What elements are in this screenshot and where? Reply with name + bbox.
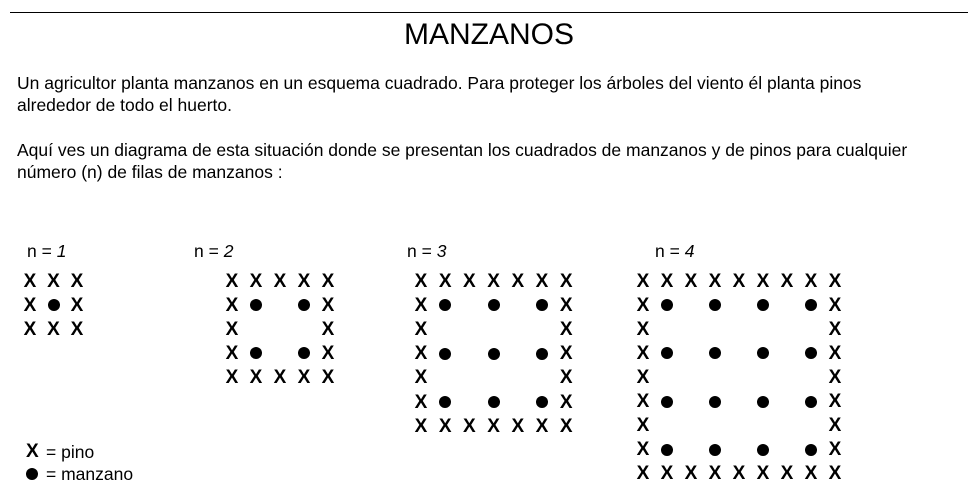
pine-mark: X (559, 367, 573, 389)
pine-mark: X (414, 391, 428, 413)
apple-tree-dot (799, 390, 823, 414)
pine-mark: X (828, 366, 842, 388)
pine-mark: X (487, 415, 500, 437)
pine-mark: X (559, 343, 573, 365)
pine-mark: X (511, 270, 525, 292)
pine-mark: X (804, 463, 818, 485)
pine-mark: X (684, 463, 698, 485)
pine-mark: X (559, 415, 573, 437)
intro-paragraph: Un agricultor planta manzanos en un esquema cuadrado. Para proteger los árboles del viento él planta pinos alrededor de todo el huerto. (17, 73, 862, 115)
pine-mark: X (414, 343, 428, 365)
legend-pine-text: pino (61, 442, 95, 462)
legend-apple (26, 463, 133, 485)
pine-mark: X (559, 391, 573, 413)
pine-mark: X (47, 318, 60, 340)
pine-mark: X (828, 391, 842, 412)
pine-mark: X (463, 415, 476, 437)
pine-mark: X (273, 270, 287, 292)
pine-mark: X (828, 270, 842, 292)
pine-mark: X (660, 463, 674, 485)
pine-mark: X (559, 270, 573, 292)
apple-tree-dot (530, 293, 554, 317)
pine-symbol: X (26, 441, 39, 462)
pine-mark: X (414, 415, 428, 437)
pine-mark: X (23, 318, 37, 340)
apple-tree-dot (751, 390, 775, 414)
pine-mark: X (636, 439, 650, 461)
pine-mark: X (511, 415, 525, 437)
apple-tree-dot (751, 293, 775, 317)
pine-mark: X (828, 342, 842, 364)
pine-mark: X (249, 270, 263, 292)
n-value: 3 (436, 241, 447, 261)
pine-mark: X (535, 270, 549, 292)
apple-tree-dot (482, 390, 506, 414)
apple-tree-dot (703, 293, 727, 317)
pine-mark: X (70, 294, 84, 316)
apple-tree-dot (655, 438, 679, 462)
apple-tree-dot (530, 390, 554, 414)
n-value: 4 (684, 241, 695, 261)
page-title: MANZANOS (403, 18, 574, 51)
diagram-label-n4 (655, 240, 694, 262)
pine-mark: X (225, 294, 239, 316)
apple-tree-dot (655, 390, 679, 414)
legend-apple-text: manzano (61, 464, 134, 484)
apple-tree-dot (292, 293, 316, 317)
apple-tree-dot (703, 341, 727, 365)
pine-mark: X (414, 294, 428, 316)
pine-mark: X (297, 270, 311, 292)
apple-tree-dot (433, 390, 457, 414)
pine-mark: X (559, 294, 573, 316)
apple-tree-dot (751, 341, 775, 365)
pine-mark: X (414, 367, 428, 389)
pine-mark: X (225, 318, 239, 340)
pine-mark: X (636, 415, 650, 437)
diagram-label-n1 (27, 240, 66, 262)
n-value: 2 (223, 241, 234, 261)
pine-mark: X (225, 270, 239, 292)
apple-tree-dot (42, 293, 66, 317)
pine-mark: X (47, 270, 60, 292)
pine-mark: X (636, 318, 650, 340)
apple-tree-dot (799, 293, 823, 317)
apple-tree-dot (655, 341, 679, 365)
pine-mark: X (321, 294, 335, 316)
pine-mark: X (535, 415, 549, 437)
pine-mark: X (321, 270, 335, 292)
pine-mark: X (636, 342, 650, 364)
pine-mark: X (828, 463, 842, 485)
apple-dot-icon (26, 468, 38, 480)
pine-mark: X (414, 318, 428, 340)
pine-mark: X (463, 270, 476, 292)
apple-tree-dot (244, 293, 268, 317)
pine-mark: X (636, 294, 650, 316)
pine-mark: X (225, 342, 239, 364)
pine-mark: X (249, 366, 263, 388)
legend-equals: = (46, 442, 57, 462)
pine-mark: X (321, 342, 335, 364)
legend-pine (26, 441, 94, 463)
n-value: 1 (56, 241, 67, 261)
legend-equals: = (46, 464, 57, 484)
pine-mark: X (804, 270, 818, 292)
pine-mark: X (23, 294, 37, 316)
n-label-prefix: n = (407, 241, 437, 261)
pine-mark: X (636, 391, 650, 412)
pine-mark: X (70, 270, 84, 292)
pine-mark: X (660, 270, 674, 292)
apple-tree-dot (482, 342, 506, 366)
pine-mark: X (297, 366, 311, 388)
diagram-label-n2 (194, 240, 233, 262)
apple-tree-dot (751, 438, 775, 462)
apple-tree-dot (433, 293, 457, 317)
pine-mark: X (756, 270, 770, 292)
apple-tree-dot (244, 341, 268, 365)
diagram-label-n3 (407, 240, 446, 262)
pine-mark: X (487, 270, 500, 292)
apple-tree-dot (703, 390, 727, 414)
pine-mark: X (559, 318, 573, 340)
apple-tree-dot (530, 342, 554, 366)
pine-mark: X (708, 463, 722, 485)
pine-mark: X (708, 270, 722, 292)
pine-mark: X (438, 415, 452, 437)
pine-mark: X (828, 318, 842, 340)
pine-mark: X (636, 366, 650, 388)
apple-tree-dot (482, 293, 506, 317)
pine-mark: X (828, 415, 842, 437)
apple-tree-dot (799, 438, 823, 462)
pine-mark: X (756, 463, 770, 485)
pine-mark: X (780, 463, 794, 485)
n-label-prefix: n = (655, 241, 685, 261)
pine-mark: X (828, 439, 842, 461)
pine-mark: X (273, 366, 287, 388)
diagram-description-paragraph: Aquí ves un diagrama de esta situación donde se presentan los cuadrados de manzanos y de pinos para cualquier número (n) de filas de manzanos : (17, 140, 908, 182)
n-label-prefix: n = (27, 241, 57, 261)
apple-tree-dot (292, 341, 316, 365)
pine-mark: X (321, 366, 335, 388)
apple-tree-dot (655, 293, 679, 317)
n-label-prefix: n = (194, 241, 224, 261)
pine-mark: X (636, 463, 650, 485)
pine-mark: X (23, 270, 37, 292)
pine-mark: X (438, 270, 452, 292)
pine-mark: X (636, 270, 650, 292)
pine-mark: X (321, 318, 335, 340)
pine-mark: X (414, 270, 428, 292)
pine-mark: X (225, 366, 239, 388)
pine-mark: X (70, 318, 84, 340)
apple-tree-dot (433, 342, 457, 366)
pine-mark: X (732, 463, 746, 485)
pine-mark: X (780, 270, 794, 292)
pine-mark: X (828, 294, 842, 316)
apple-tree-dot (799, 341, 823, 365)
pine-mark: X (732, 270, 746, 292)
top-rule (10, 12, 968, 13)
pine-mark: X (684, 270, 698, 292)
apple-tree-dot (703, 438, 727, 462)
